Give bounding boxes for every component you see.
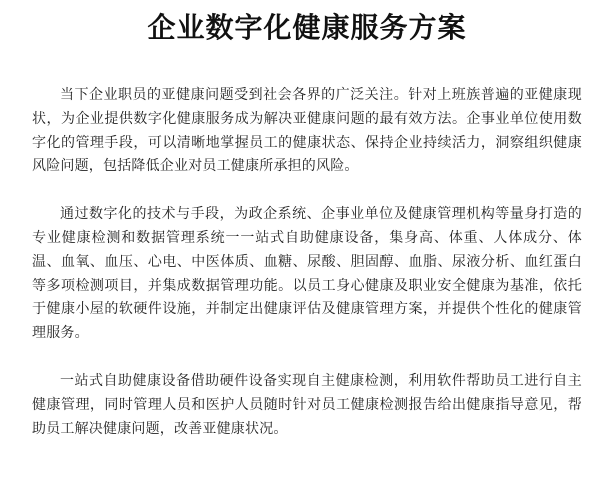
paragraph-device: 一站式自助健康设备借助硬件设备实现自主健康检测，利用软件帮助员工进行自主健康管理，同时管理人员和医护人员随时针对员工健康检测报告给出健康指导意见，帮助员工解决健康问题，改善亚健康状况。 [32, 372, 582, 437]
paragraph-solution: 通过数字化的技术与手段，为政企系统、企事业单位及健康管理机构等量身打造的专业健康检测和数据管理系统一一站式自助健康设备，集身高、体重、人体成分、体温、血氧、血压、心电、中医体质、血糖、尿酸、胆固醇、血脂、尿液分析、血红蛋白等多项检测项目，并集成数据管理功能。以员工身心健康及职业安全健康为基准，依托于健康小屋的软硬件设施，并制定出健康评估及健康管理方案，并提供个性化的健康管理服务。 [32, 206, 582, 342]
document-title: 企业数字化健康服务方案 [147, 11, 467, 44]
paragraph-intro: 当下企业职员的亚健康问题受到社会各界的广泛关注。针对上班族普遍的亚健康现状，为企业提供数字化健康服务成为解决亚健康问题的最有效方法。企事业单位使用数字化的管理手段，可以清晰地掌握员工的健康状态、保持企业持续活力，洞察组织健康风险问题，包括降低企业对员工健康所承担的风险。 [32, 87, 582, 175]
